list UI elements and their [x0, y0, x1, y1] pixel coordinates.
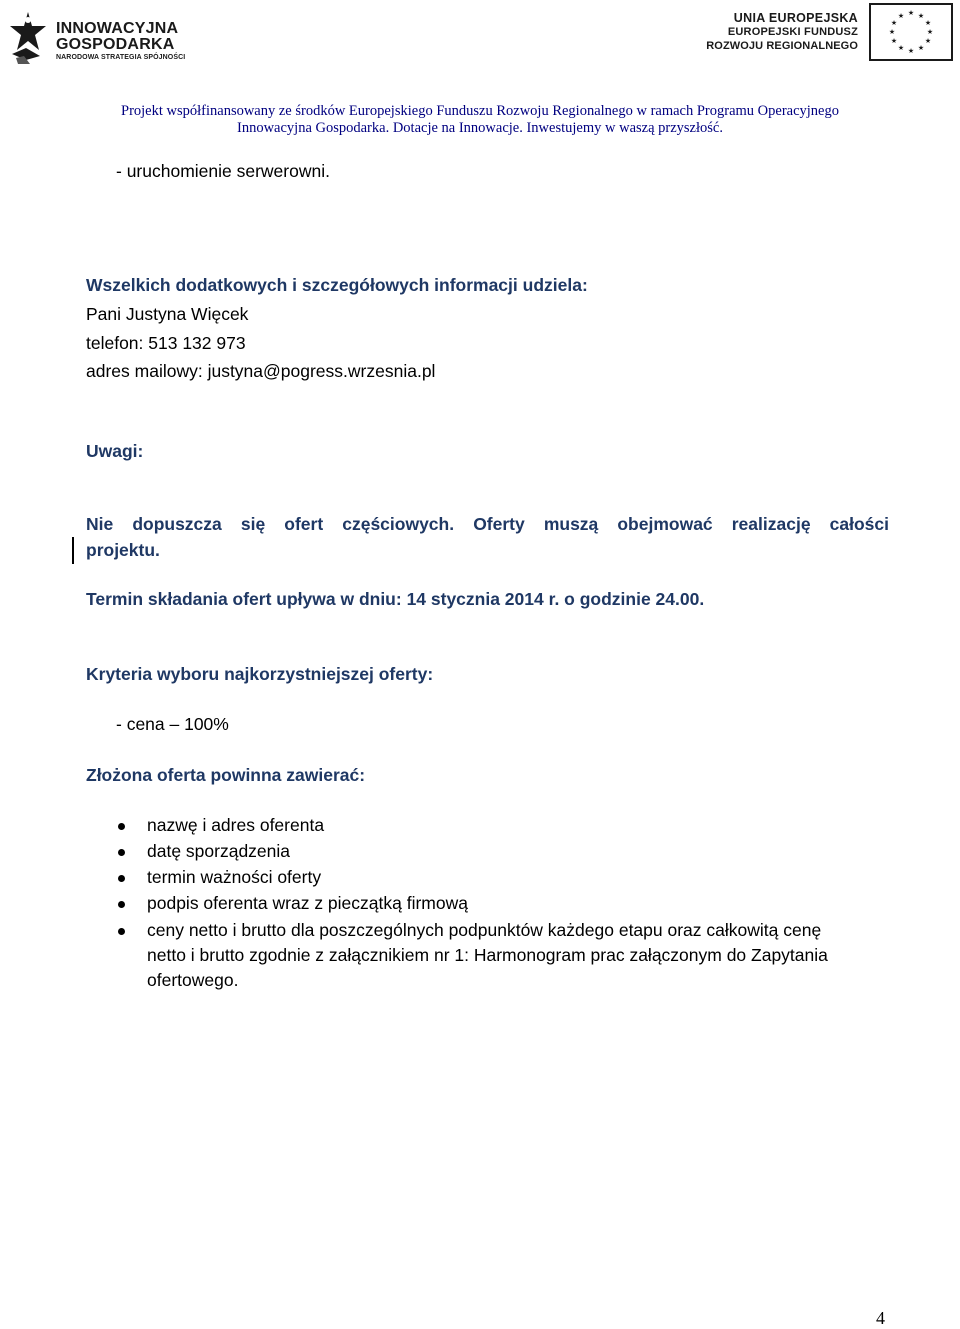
bullet-icon	[118, 823, 125, 830]
svg-text:★: ★	[907, 9, 915, 17]
svg-text:★: ★	[897, 12, 905, 20]
svg-text:★: ★	[890, 19, 898, 27]
list-item-continuation: ofertowego.	[147, 970, 239, 990]
notes-word: ofert	[284, 514, 324, 534]
list-item-text: ceny netto i brutto dla poszczególnych podpunktów każdego etapu oraz całkowitą cenę	[147, 920, 822, 940]
page-number: 4	[876, 1308, 885, 1328]
list-item	[0, 920, 960, 942]
eu-fund-logo	[706, 3, 956, 65]
contact-heading: Wszelkich dodatkowych i szczegółowych informacji udziela:	[86, 275, 588, 295]
svg-text:★: ★	[917, 12, 925, 20]
criteria-price: - cena – 100%	[116, 714, 229, 734]
notes-word: realizację	[731, 514, 811, 534]
list-item-text: termin ważności oferty	[147, 867, 322, 887]
bullet-icon	[118, 928, 125, 935]
notes-heading: Uwagi:	[86, 441, 144, 461]
svg-text:★: ★	[924, 19, 932, 27]
eu-logo-line1: UNIA EUROPEJSKA	[733, 11, 858, 25]
bullet-icon	[118, 901, 125, 908]
eu-logo-line3: ROZWOJU REGIONALNEGO	[706, 40, 858, 52]
eu-logo-line2: EUROPEJSKI FUNDUSZ	[727, 26, 858, 38]
contact-email: adres mailowy: justyna@pogress.wrzesnia.pl	[86, 361, 436, 381]
notes-line-2: projektu.	[86, 540, 160, 560]
criteria-heading: Kryteria wyboru najkorzystniejszej oferty:	[86, 664, 434, 684]
svg-text:★: ★	[907, 47, 915, 55]
svg-text:★: ★	[888, 28, 896, 36]
bullet-icon	[118, 875, 125, 882]
deadline-text: Termin składania ofert upływa w dniu: 14 stycznia 2014 r. o godzinie 24.00.	[86, 589, 705, 609]
project-funding-line-2: Innowacyjna Gospodarka. Dotacje na Innowacje. Inwestujemy w waszą przyszłość.	[237, 120, 723, 136]
text-cursor	[72, 537, 74, 564]
offer-heading: Złożona oferta powinna zawierać:	[86, 765, 366, 785]
notes-word: Nie	[86, 514, 114, 534]
bullet-icon	[118, 849, 125, 856]
contact-phone: telefon: 513 132 973	[86, 333, 246, 353]
list-item-continuation: netto i brutto zgodnie z załącznikiem nr 1: Harmonogram prac załączonym do Zapytania	[147, 945, 828, 965]
notes-word: obejmować	[617, 514, 713, 534]
svg-text:★: ★	[924, 37, 932, 45]
svg-text:★: ★	[926, 28, 934, 36]
project-funding-line-1: Projekt współfinansowany ze środków Europejskiego Funduszu Rozwoju Regionalnego w ramach Programu Operacyjnego	[121, 103, 839, 119]
logo-left-line2: GOSPODARKA	[56, 36, 175, 53]
contact-name: Pani Justyna Więcek	[86, 304, 249, 324]
notes-word: się	[240, 514, 266, 534]
svg-text:★: ★	[917, 44, 925, 52]
list-item-text: nazwę i adres oferenta	[147, 815, 325, 835]
list-item	[0, 841, 960, 863]
innowacyjna-gospodarka-logo	[6, 10, 186, 68]
svg-text:★: ★	[890, 37, 898, 45]
notes-word: całości	[829, 514, 889, 534]
list-item-text: datę sporządzenia	[147, 841, 291, 861]
eu-flag-icon	[869, 3, 953, 61]
notes-word: dopuszcza	[132, 514, 222, 534]
server-room-item: - uruchomienie serwerowni.	[116, 161, 330, 181]
logo-left-line1: INNOWACYJNA	[56, 20, 179, 37]
star-figure-icon	[6, 10, 50, 66]
list-item	[0, 867, 960, 889]
notes-word: częściowych.	[342, 514, 455, 534]
notes-word: Oferty	[473, 514, 525, 534]
list-item	[0, 893, 960, 915]
list-item	[0, 815, 960, 837]
logo-left-line3: NARODOWA STRATEGIA SPÓJNOŚCI	[56, 54, 186, 61]
list-item-text: podpis oferenta wraz z pieczątką firmową	[147, 893, 468, 913]
notes-word: muszą	[543, 514, 599, 534]
notes-line-1	[86, 514, 889, 535]
svg-text:★: ★	[897, 44, 905, 52]
